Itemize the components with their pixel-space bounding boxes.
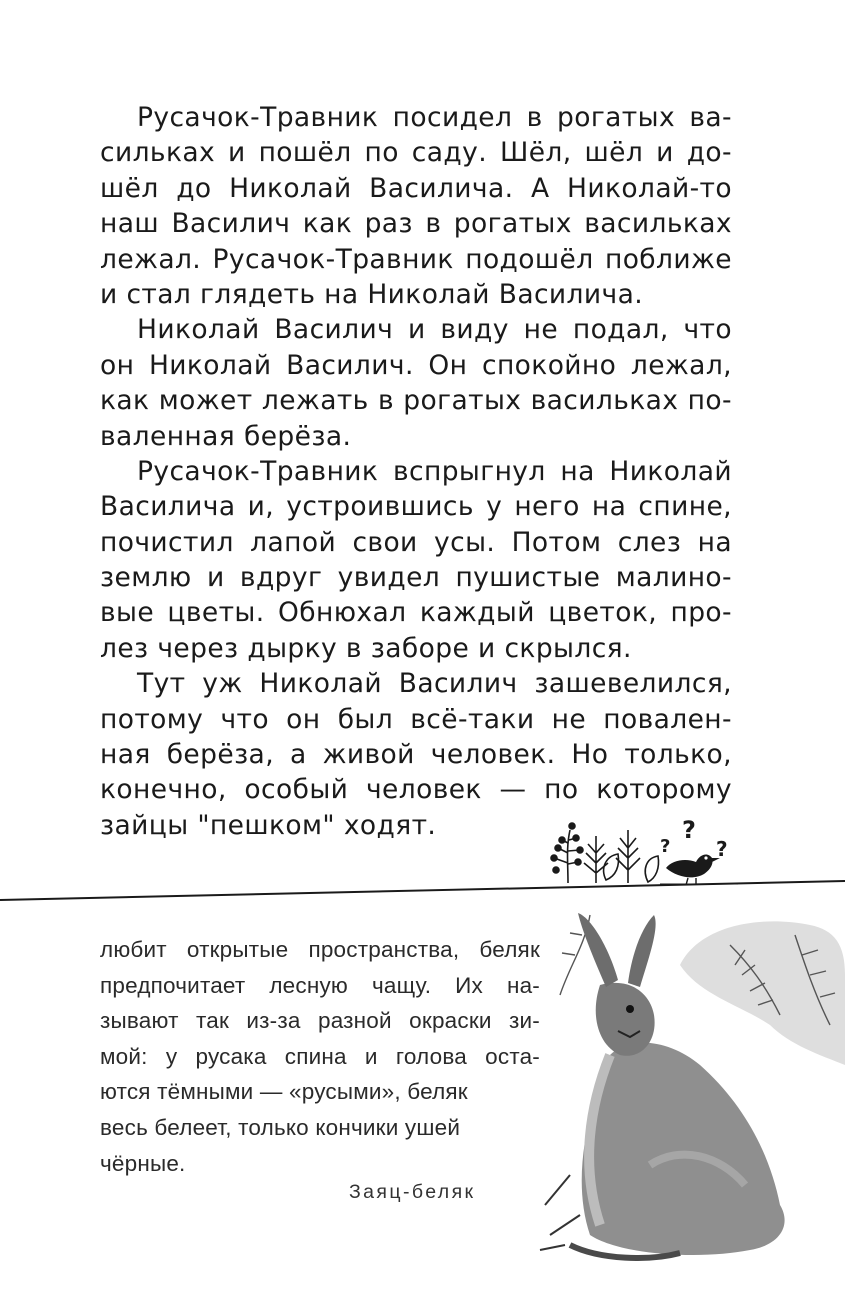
text-line: Русачок-Травник вспрыгнул на Николай — [137, 455, 732, 487]
decoration — [548, 818, 738, 888]
text-line: землю и вдруг увидел пушистые малино- — [100, 562, 732, 594]
text-line: ная берёза, а живой человек. Но только, — [100, 739, 732, 771]
text-line: Тут уж Николай Василич зашевелился, — [137, 668, 732, 700]
sidebar-line: чёрные. — [100, 1150, 186, 1176]
question-marks-icon — [660, 818, 728, 861]
sidebar-line: весь белеет, только кончики ушей — [100, 1114, 461, 1140]
sidebar-line: мой: у русака спина и голова оста- — [100, 1043, 540, 1069]
sidebar-line: любит открытые пространства, беляк — [100, 937, 540, 962]
sidebar-line: предпочитает лесную чащу. Их на- — [100, 972, 540, 998]
text-line: и стал глядеть на Николай Василича. — [100, 278, 644, 310]
svg-text:?: ? — [682, 818, 696, 844]
text-line: как может лежать в рогатых васильках по- — [100, 385, 732, 417]
text-line: валенная берёза. — [100, 420, 352, 452]
svg-text:?: ? — [716, 837, 728, 861]
main-text — [100, 100, 732, 843]
text-line: конечно, особый человек — по которому — [100, 774, 732, 806]
text-line: наш Василич как раз в рогатых васильках — [100, 208, 732, 240]
text-line: шёл до Николай Василича. А Николай-то — [100, 172, 732, 204]
text-line: Николай Василич и виду не подал, что — [137, 314, 732, 346]
text-line: сильках и пошёл по саду. Шёл, шёл и до- — [100, 137, 732, 169]
text-line: лез через дырку в заборе и скрылся. — [100, 632, 632, 664]
illustration-caption: Заяц-беляк — [349, 1181, 476, 1203]
text-line: почистил лапой свои усы. Потом слез на — [100, 526, 732, 558]
text-line: лежал. Русачок-Травник подошёл поближе — [100, 243, 732, 275]
sidebar-line: ются тёмными — «русыми», беляк — [100, 1079, 468, 1105]
text-line: зайцы "пешком" ходят. — [100, 809, 437, 841]
text-line: потому что он был всё-таки не повален- — [100, 703, 732, 735]
plants-icon — [551, 823, 659, 883]
text-line: он Николай Василич. Он спокойно лежал, — [100, 349, 732, 381]
text-line: вые цветы. Обнюхал каждый цветок, про- — [100, 597, 732, 629]
text-line: Русачок-Травник посидел в рогатых ва- — [137, 102, 732, 133]
hare-illustration — [530, 905, 845, 1265]
text-line: Василича и, устроившись у него на спине, — [100, 491, 732, 523]
sidebar-line: зывают так из-за разной окраски зи- — [100, 1008, 540, 1034]
svg-text:?: ? — [660, 836, 671, 857]
sidebar-text — [100, 932, 540, 1181]
